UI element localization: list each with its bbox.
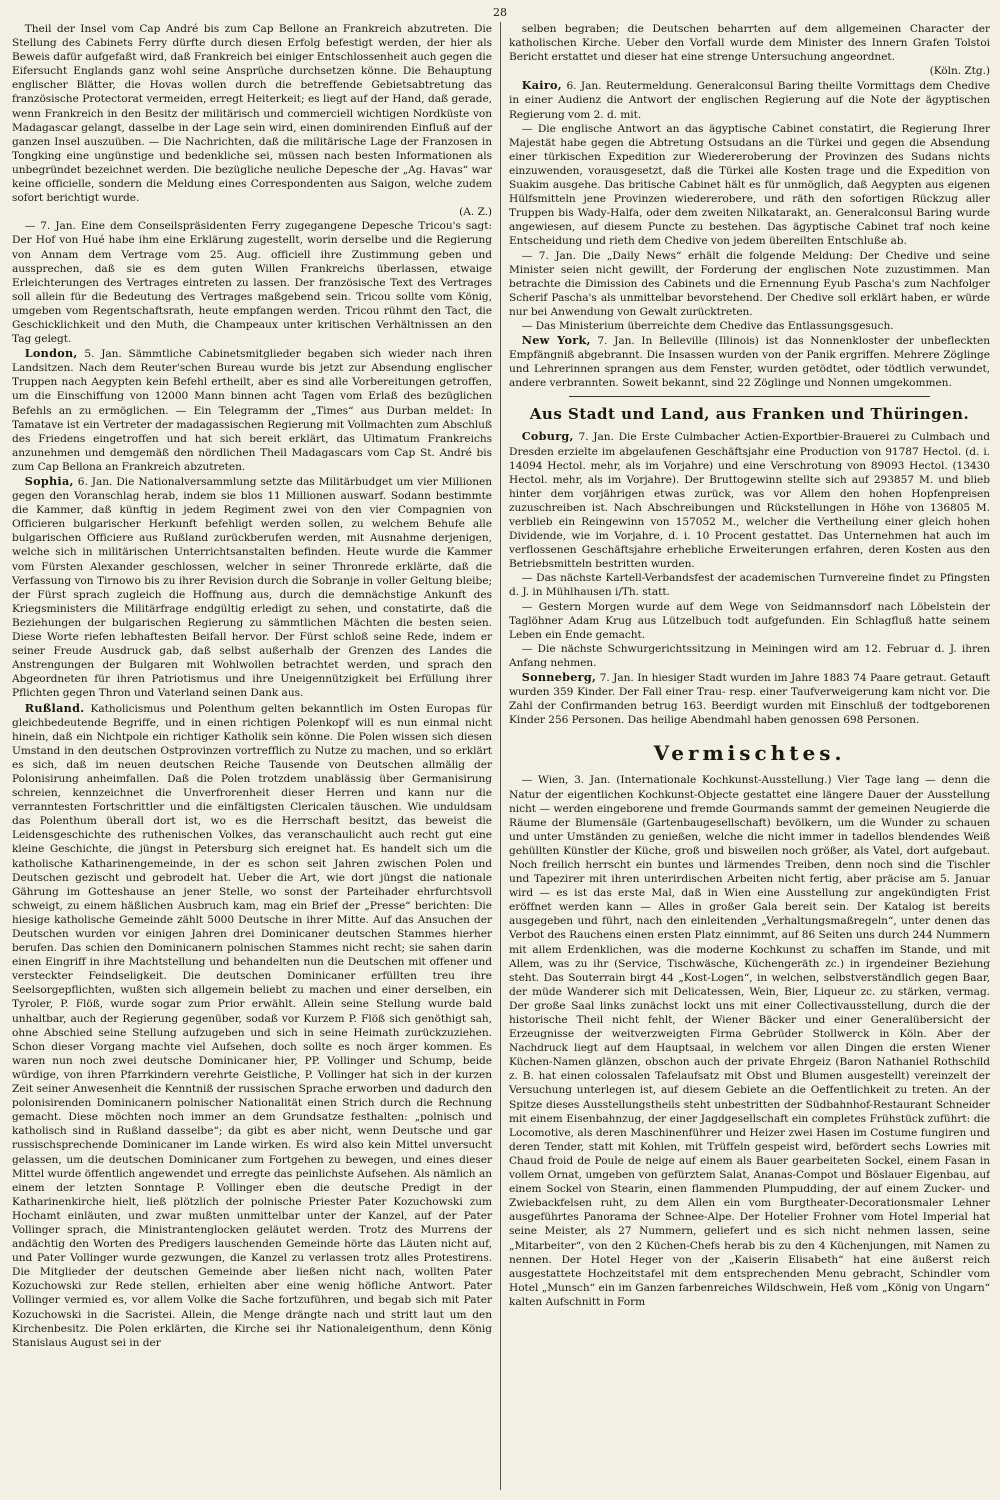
article-paragraph (509, 78, 990, 121)
article-text: 7. Jan. In Belleville (Illinois) ist das Nonnenkloster der unbefleckten Empfängniß abgebrannt. Die Insassen wurden von der Panik ergriffen. Mehrere Zöglinge und Lehrerinnen sprangen aus dem Fenster, wurden getödtet, oder tödtlich verwundet, andere verbrannten. Soweit bekannt, sind 22 Zöglinge und Nonnen umgekommen. (509, 335, 990, 390)
dateline: Kairo, (521, 78, 562, 93)
right-column-news (509, 22, 990, 390)
dateline: Sophia, (24, 474, 74, 488)
article-text: — Die nächste Schwurgerichtssitzung in Meiningen wird am 12. Februar d. J. ihren Anfang nehmen. (509, 642, 990, 669)
article-text: — Das Ministerium überreichte dem Chedive das Entlassungsgesuch. (521, 319, 894, 332)
article-text: 6. Jan. Die Nationalversammlung setzte das Militärbudget um vier Millionen gegen den Voranschlag herab, indem sie blos 11 Millionen auswarf. Sodann bestimmte die Kammer, daß künftig in jedem Regiment zwei von den vier Compagnien von Officieren bulgarischer Herkunft befehligt werden sollen, zu welchem Behufe alle bulgarischen Officiere aus Rußland zurückberufen werden, mit Ausnahme derjenigen, welche sich in militärischen Unterrichtsanstalten befinden. Heute wurde die Kammer vom Fürsten Alexander geschlossen, welcher in seiner Thronrede erklärte, daß die Verfassung von Tirnowo bis zu ihrer Revision durch die Sobranje in voller Geltung bleibe; der Fürst sprach zugleich die Hoffnung aus, durch die demnächstige Ankunft des Kriegsministers die Militärfrage endgültig erledigt zu sehen, und constatirte, daß die Beziehungen der bulgarischen Regierung zu sämmtlichen Mächten die besten seien. Diese Worte riefen lebhaftesten Beifall hervor. Der Fürst schloß seine Rede, indem er seiner Freude Ausdruck gab, daß selbst außerhalb der Grenzen des Landes die Anstrengungen der Bulgaren mit Wohlwollen betrachtet werden, und sprach den Abgeordneten für ihren Patriotismus und ihre Uneigennützigkeit bei Erfüllung ihrer Pflichten gegen Thron und Vaterland seinen Dank aus. (12, 476, 492, 700)
article-text: 6. Jan. Reutermeldung. Generalconsul Baring theilte Vormittags dem Chedive in einer Audienz die Antwort der englischen Regierung auf die Note der ägyptischen Regierung vom 2. d. mit. (509, 80, 990, 121)
article-text: — Das nächste Kartell-Verbandsfest der academischen Turnvereine findet zu Pfingsten d. J. in Mühlhausen i/Th. statt. (509, 572, 990, 599)
article-paragraph (509, 22, 990, 78)
article-text: Katholicismus und Polenthum gelten bekanntlich im Osten Europas für gleichbedeutende Begriffe, und in einen richtigen Polenkopf will es nun einmal nicht hinein, daß ein Nichtpole ein richtiger Katholik sein könne. Die Polen wissen sich diesen Umstand in den deutschen Ostprovinzen vortrefflich zu Nutze zu machen, und so erklärt es sich, daß im neuen deutschen Reiche Tausende von Deutschen allmälig der Polonisirung anheimfallen. Daß die Polen trotzdem unablässig über Germanisirung schreien, kennzeichnet die Unverfrorenheit dieser Herren und kann nur die verranntesten Fortschrittler und die einfältigsten Clericalen täuschen. Wie unduldsam das Polenthum überall dort ist, wo es die Herrschaft besitzt, das beweist die Leidensgeschichte des ruthenischen Volkes, das veranschaulicht auch recht gut eine kleine Geschichte, die jüngst in Petersburg sich ereignet hat. Es handelt sich um die katholische Katharinengemeinde, in der es schon seit Jahren zwischen Polen und Deutschen gezischt und gebrodelt hat. Ueber die Art, wie dort jüngst die nationale Gährung im Gotteshause an jener Stelle, wo sonst der Parteihader ehrfurchtsvoll schweigt, zu einem häßlichen Ausbruch kam, mag ein Brief der „Presse“ berichten: Die hiesige katholische Gemeinde zählt 5000 Deutsche in ihrer Mitte. Auf das Ansuchen der Deutschen wurden vor einigen Jahren drei Dominicaner deutschen Stammes hierher berufen. Das schien den Dominicanern polnischen Stammes nicht recht; sie sahen darin einen Eingriff in ihre Machtstellung und behandelten nun die Deutschen mit offener und versteckter Feindseligkeit. Die deutschen Dominicaner erfüllten treu ihre Seelsorgepflichten, wußten sich allgemein beliebt zu machen und einer derselben, ein Tyroler, P. Flöß, wurde sogar zum Prior erwählt. Allein seine Stellung wurde bald unhaltbar, auch der Regierung gegenüber, sodaß vor Kurzem P. Flöß sich genöthigt sah, ohne Abschied seine Stellung aufzugeben und sich in seine Heimath zurückzuziehen. Schon dieser Vorgang machte viel Aufsehen, doch sollte es noch ärger kommen. Es waren nun noch zwei deutsche Dominicaner hier, PP. Vollinger und Schump, beide würdige, von ihren Pfarrkindern verehrte Geistliche, P. Vollinger hat sich in der kurzen Zeit seiner Anwesenheit die Kenntniß der russischen Sprache erworben und dadurch den polonisirenden Dominicanern polnischer Nationalität einen Strich durch die Rechnung gemacht. Diese möchten noch immer an dem Grundsatze festhalten: „polnisch und katholisch sind in Rußland dasselbe“; da gibt es aber nicht, wenn Deutsche und gar russischsprechende Dominicaner im Lande wirken. Es wird also kein Mittel unversucht gelassen, um die deutschen Dominicaner zum Fortgehen zu bewegen, und eines dieser Mittel wurde öffentlich angewendet und erregte das peinlichste Aufsehen. Als nämlich an einem der letzten Sonntage P. Vollinger eben die deutsche Predigt in der Katharinenkirche hielt, ließ plötzlich der polnische Priester Pater Kozuchowski zum Hochamt einläuten, und zwar mußten unmittelbar unter der Kanzel, auf der Pater Vollinger sprach, die Ministrantenglocken geläutet werden. Trotz des Murrens der andächtig den Worten des Predigers lauschenden Gemeinde hörte das Läuten nicht auf, und Pater Vollinger wurde gezwungen, die Kanzel zu verlassen trotz alles Protestirens. Die Mitglieder der deutschen Gemeinde aber ließen nicht nach, wollten Pater Kozuchowski zur Rede stellen, erhielten aber eine wenig höfliche Antwort. Pater Vollinger vermied es, vor allem Volke die Sache fortzuführen, und begab sich mit Pater Kozuchowski in die Sacristei. Allein, die Menge drängte nach und stritt laut um den Kirchenbesitz. Die Polen erklärten, die Kirche sei ihr Nationaleigenthum, denn König Stanislaus August sei in der (12, 702, 492, 1349)
article-text: — 7. Jan. Die „Daily News“ erhält die folgende Meldung: Der Chedive und seine Minister seien nicht gewillt, der Forderung der englischen Note zuzustimmen. Man betrachte die Dimission des Cabinets und die Ernennung Eyub Pascha's zum Nachfolger Scherif Pascha's als unmittelbar bevorstehend. Der Chedive soll erklärt haben, er würde nur bei Anwendung von Gewalt zurücktreten. (509, 249, 990, 318)
article-paragraph (509, 773, 990, 1309)
article-text: — 7. Jan. Eine dem Conseilspräsidenten Ferry zugegangene Depesche Tricou's sagt: Der Hof von Hué habe ihm eine Erklärung zugestellt, worin derselbe und die Regierung von Annam dem Vertrage vom 25. Aug. officiell ihre Zustimmung geben und aussprechen, daß sie es dem guten Willen Frankreichs überlassen, etwaige Erleichterungen des Vertrages eintreten zu lassen. Der französische Text des Vertrages soll allein für die Bedeutung des Vertrages maßgebend sein. Tricou sollte vom König, umgeben vom Regentschaftsrath, heute empfangen werden. Tricou rühmt den Tact, die Geschicklichkeit und den Muth, die Champeaux unter kritischen Verhältnissen an den Tag gelegt. (12, 220, 492, 346)
right-column-local-news (509, 429, 990, 727)
article-paragraph (12, 701, 492, 1350)
article-text: 7. Jan. Die Erste Culmbacher Actien-Exportbier-Brauerei zu Culmbach und Dresden erzielte im abgelaufenen Geschäftsjahr eine Production von 91787 Hectol. (d. i. 14094 Hectol. mehr, als im Vorjahre) und eine Verschrotung von 89093 Hectol. (13430 Hectol. mehr, als im Vorjahre). Der Bruttogewinn stellte sich auf 293857 M. und blieb hinter dem vorjährigen etwas zurück, was vor Allem den hohen Hopfenpreisen zuzuschreiben ist. Nach Abschreibungen und Rückstellungen in Höhe von 136805 M. verblieb ein Reingewinn von 157052 M., welcher die Vertheilung einer gleich hohen Dividende, wie im Vorjahre, d. i. 10 Procent gestattet. Das Unternehmen hat auch im verflossenen Geschäftsjahre erhebliche Erweiterungen erfahren, deren Kosten aus den Betriebsmitteln bestritten wurden. (509, 431, 990, 571)
article-paragraph (12, 474, 492, 701)
article-paragraph (12, 22, 492, 219)
source-citation: (A. Z.) (459, 206, 492, 219)
article-text: Theil der Insel vom Cap André bis zum Cap Bellone an Frankreich abzutreten. Die Stellung des Cabinets Ferry dürfte durch diesen Erfolg befestigt werden, der hier als Beweis dafür aufgefaßt wird, daß Frankreich bei einiger Entschlossenheit auch gegen die Eifersucht Englands ganz wohl seine Ansprüche durchsetzen könne. Die Behauptung englischer Blätter, die Hovas wollen durch die betreffende Gebietsabtretung das französische Protectorat vermeiden, erregt Heiterkeit; es liegt auf der Hand, daß gerade, wenn Frankreich in den Besitz der militärisch und commerciell wichtigen Nordküste von Madagascar gelangt, dasselbe in der Lage sein wird, einen dominirenden Einfluß auf der ganzen Insel auszuüben. — Die Nachrichten, daß die militärische Lage der Franzosen in Tongking eine ungünstige und bedenkliche sei, müssen nach besten Informationen als unbegründet bezeichnet werden. Die bezügliche neuliche Depesche der „Ag. Havas“ war keine officielle, sondern die Meldung eines Correspondenten aus Saigon, welche zudem sofort berichtigt wurde. (12, 23, 492, 205)
section-heading-misc: Vermischtes. (653, 741, 846, 766)
dateline: London, (24, 346, 78, 361)
page-number: 28 (493, 6, 507, 19)
left-column (12, 22, 501, 1490)
article-paragraph (509, 571, 990, 599)
section-heading-local: Aus Stadt und Land, aus Franken und Thüringen. (529, 405, 970, 424)
article-paragraph (509, 670, 990, 727)
article-paragraph (509, 319, 990, 333)
article-text: — Die englische Antwort an das ägyptische Cabinet constatirt, die Regierung Ihrer Majestät habe gegen die Abtretung Ostsudans an die Türkei und gegen die Absendung einer türkischen Expedition zur Wiedereroberung der Provinzen des Sudans nichts einzuwenden, vorausgesetzt, daß die Türkei alle Kosten trage und die Expedition von Suakim ausgehe. Das britische Cabinet hält es für unmöglich, daß Aegypten aus eigenen Hülfsmitteln jene Provinzen wiedererobere, und räth den sofortigen Rückzug aller Truppen bis Wady-Halfa, oder dem zweiten Nilkatarakt, an. Generalconsul Baring wurde angewiesen, auf diesem Puncte zu bestehen. Das ägyptische Cabinet traf noch keine Entscheidung und rieth dem Chedive von jedem übereilten Entschluße ab. (509, 122, 990, 248)
article-text: 7. Jan. In hiesiger Stadt wurden im Jahre 1883 74 Paare getraut. Getauft wurden 359 Kinder. Der Fall einer Trau- resp. einer Taufverweigerung kam nicht vor. Die Zahl der Confirmanden betrug 163. Beerdigt wurden mit Einschluß der todtgeborenen Kinder 256 Personen. Das heilige Abendmahl haben genossen 698 Personen. (509, 672, 990, 727)
columns (12, 22, 990, 1490)
dateline: Sonneberg, (521, 670, 597, 685)
article-paragraph (509, 429, 990, 571)
dateline: Rußland. (24, 700, 85, 715)
article-text: selben begraben; die Deutschen beharrten auf dem allgemeinen Character der katholischen Kirche. Ueber den Vorfall wurde dem Minister des Innern Grafen Tolstoi Bericht erstattet und dieser hat eine strenge Untersuchung angeordnet. (509, 23, 990, 64)
source-citation: (Köln. Ztg.) (929, 65, 990, 78)
article-text: 5. Jan. Sämmtliche Cabinetsmitglieder begaben sich wieder nach ihren Landsitzen. Nach dem Reuter'schen Bureau wurde bis jetzt zur Absendung englischer Truppen nach Aegypten kein Befehl ertheilt, aber es sind alle Vorbereitungen getroffen, um die Einschiffung von 12000 Mann binnen acht Tagen vom Erlaß des bezüglichen Befehls an zu ermöglichen. — Ein Telegramm der „Times“ aus Durban meldet: In Tamatave ist ein Vertreter der madagassischen Regierung mit Vollmachten zum Abschluß des Friedens eingetroffen und hat sich bereit erklärt, das Ultimatum Frankreichs anzunehmen und demgemäß den nördlichen Theil Madagascars vom Cap St. André bis zum Cap Bellona an Frankreich abzutreten. (12, 348, 492, 473)
article-paragraph (509, 333, 990, 390)
dateline: New York, (521, 333, 591, 348)
article-paragraph (12, 219, 492, 346)
section-divider (569, 396, 930, 397)
right-column-misc (509, 773, 990, 1309)
article-text: — Gestern Morgen wurde auf dem Wege von Seidmannsdorf nach Löbelstein der Taglöhner Adam Krug aus Lützelbuch todt aufgefunden. Ein Schlagfluß hatte seinem Leben ein Ende gemacht. (509, 600, 990, 641)
right-column (501, 22, 990, 1490)
article-paragraph (509, 600, 990, 642)
dateline: Coburg, (521, 429, 574, 444)
article-paragraph (509, 249, 990, 319)
article-text: — Wien, 3. Jan. (Internationale Kochkunst-Ausstellung.) Vier Tage lang — denn die Natur der eigentlichen Kochkunst-Objecte gestattet eine längere Dauer der Ausstellung nicht — werden eingeborene und fremde Gourmands sammt der gemeinen Neugierde die Räume der Blumensäle (Gartenbaugesellschaft) bevölkern, um die Wunder zu schauen und unter Umständen zu genießen, welche die nicht immer in tadellos blendendes Weiß gehüllten Künstler der Küche, groß und bisweilen noch größer, als Vatel, dort aufgebaut. Noch freilich herrscht ein buntes und lärmendes Treiben, denn noch sind die Tischler und Tapezirer mit ihren unterirdischen Arbeiten nicht fertig, aber präcise am 5. Januar wird — es ist das erste Mal, daß in Wien eine Ausstellung zur angekündigten Frist eröffnet werden kann — Alles in großer Gala bereit sein. Der Katalog ist bereits ausgegeben und führt, nach den einleitenden „Verhaltungsmaßregeln“, unter denen das Verbot des Rauchens einen ersten Platz einnimmt, auf 86 Seiten uns durch 244 Nummern mit allem Erdenklichen, was die moderne Kochkunst zu schaffen im Stande, und mit Allem, was zu ihr (Service, Tischwäsche, Küchengeräth zc.) in irgendeiner Beziehung steht. Das Souterrain birgt 44 „Kost-Logen“, in welchen, selbstverständlich gegen Baar, der müde Wanderer sich mit Delicatessen, Wein, Bier, Liqueur zc. zu stärken, vermag. Der große Saal links zunächst lockt uns mit einer Collectivausstellung, durch die der historische Theil nicht fehlt, der Wiener Bäcker und einer Generalübersicht der Erzeugnisse der weitverzweigten Firma Gebrüder Stollwerck in Köln. Aber der Nachdruck liegt auf dem Hauptsaal, in welchem vor allen Dingen die ersten Wiener Küchen-Namen glänzen, obschon auch der private Ehrgeiz (Baron Nathaniel Rothschild z. B. hat einen colossalen Tafelaufsatz mit Obst und Blumen ausgestellt) vereinzelt der Versuchung unterlegen ist, auf diesem Gebiete an die Oeffentlichkeit zu treten. An der Spitze dieses Ausstellungstheils steht unbestritten der Südbahnhof-Restaurant Schneider mit einem Eisenbahnzug, der einer Jagdgesellschaft ein completes Frühstück zuführt: die Locomotive, als deren Maschinenführer und Heizer zwei Hasen im Costume fungiren und deren Tender, statt mit Kohlen, mit Trüffeln gespeist wird, befördert sechs Lowries mit Chaud froid de Poule de neige auf einem als Bauer gearbeiteten Sockel, einem Fasan in vollem Ornat, umgeben von gefürztem Salat, Ananas-Compot und Böslauer Eigenbau, auf einem Sockel von Stearin, einen flammenden Plumpudding, der auf einem Zucker- und Zwiebackfelsen ruht, zu dem Allen ein vom Burgtheater-Decorationsmaler Lehner ausgeführtes Panorama der Schnee-Alpe. Der Hotelier Frohner vom Hotel Imperial hat seine Meister, als 27 Nummern, geliefert und es sich nicht nehmen lassen, seine „Mitarbeiter“, von den 2 Küchen-Chefs herab bis zu den 4 Küchenjungen, mit Namen zu nennen. Der Hotel Heger von der „Kaiserin Elisabeth“ hat eine äußerst reich ausgestattete Hochzeitstafel mit dem entsprechenden Menu gebracht, Schindler vom Hotel „Munsch“ ein im Ganzen farbenreiches Wildschwein, Heß vom „König von Ungarn“ kalten Aufschnitt in Form (509, 774, 990, 1308)
article-paragraph (509, 642, 990, 670)
article-paragraph (509, 122, 990, 249)
article-paragraph (12, 346, 492, 474)
